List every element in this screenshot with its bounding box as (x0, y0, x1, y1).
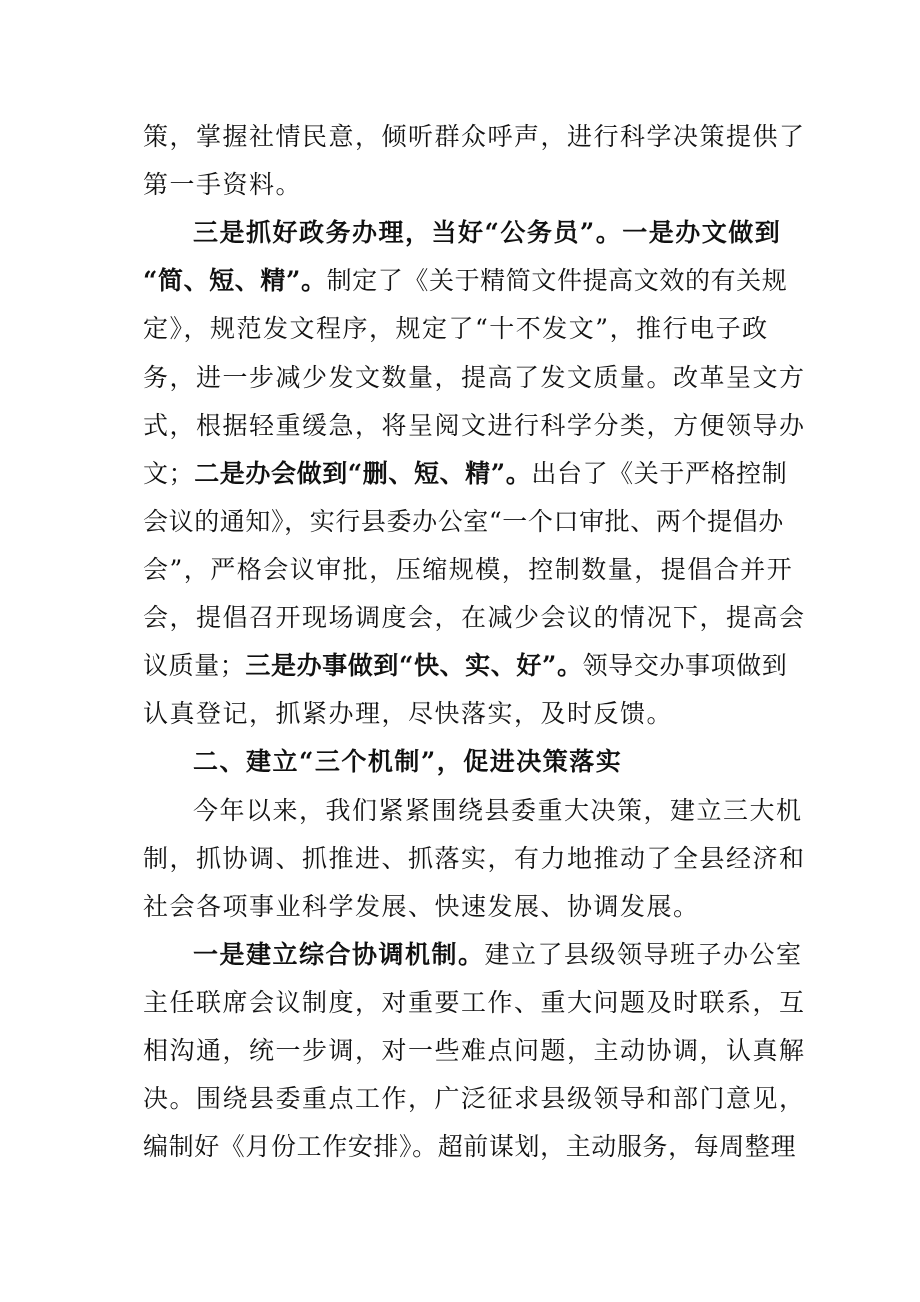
body-text: 会”，严格会议审批，压缩规模，控制数量，提倡合并开 (143, 555, 794, 584)
body-text: 建立了县级领导班子办公室 (484, 940, 803, 969)
body-text: 今年以来，我们紧紧围绕县委重大决策，建立三大机 (193, 796, 803, 825)
paragraph-line (143, 261, 787, 301)
body-text: 议质量； (143, 651, 246, 680)
body-text: 制定了《关于精简文件提高文效的有关规 (326, 266, 788, 295)
paragraph-line (143, 454, 787, 494)
paragraph-line (143, 646, 787, 686)
bold-phrase: “简、短、精”。 (143, 266, 327, 295)
body-text: 编制好《月份工作安排》。超前谋划，主动服务，每周整理 (143, 1132, 797, 1161)
paragraph-line (143, 983, 806, 1023)
paragraph-line (143, 1079, 806, 1119)
body-text: 会，提倡召开现场调度会，在减少会议的情况下，提高会 (143, 603, 806, 632)
body-text: 社会各项事业科学发展、快速发展、协调发展。 (143, 892, 700, 921)
bold-phrase: 三是办事做到“快、实、好”。 (245, 651, 583, 680)
body-text: 决。围绕县委重点工作，广泛征求县级领导和部门意见， (143, 1084, 806, 1113)
chapter-heading-text: 二、建立“三个机制”，促进决策落实 (193, 747, 623, 776)
body-text: 认真登记，抓紧办理，尽快落实，及时反馈。 (143, 699, 674, 728)
body-text: 第一手资料。 (143, 170, 303, 199)
body-text: 制，抓协调、抓推进、抓落实，有力地推动了全县经济和 (143, 844, 806, 873)
body-text: 文； (143, 459, 195, 488)
chapter-heading-line (193, 742, 622, 782)
paragraph-line (193, 935, 803, 975)
body-text: 相沟通，统一步调，对一些难点问题，主动协调，认真解 (143, 1036, 806, 1065)
paragraph-line (143, 406, 806, 446)
paragraph-line (193, 791, 803, 831)
body-text: 式，根据轻重缓急，将呈阅文进行科学分类，方便领导办 (143, 411, 806, 440)
paragraph-line (143, 165, 302, 205)
bold-heading-text: 三是抓好政务办理，当好“公务员”。一是办文做到 (193, 218, 782, 247)
paragraph-line (143, 887, 700, 927)
paragraph-line (143, 1031, 806, 1071)
paragraph-line (143, 694, 673, 734)
paragraph-line (143, 550, 793, 590)
paragraph-line (143, 358, 806, 398)
body-text: 领导交办事项做到 (582, 651, 788, 680)
body-text: 会议的通知》，实行县委办公室“一个口审批、两个提倡办 (143, 507, 784, 536)
paragraph-line (143, 1127, 796, 1167)
bold-phrase: 一是建立综合协调机制。 (193, 940, 485, 969)
paragraph-line (143, 502, 784, 542)
section-heading-line (193, 213, 781, 253)
body-text: 策，掌握社情民意，倾听群众呼声，进行科学决策提供了 (143, 122, 806, 151)
paragraph-line (143, 117, 806, 157)
paragraph-line (143, 309, 769, 349)
bold-phrase: 二是办会做到“删、短、精”。 (194, 459, 532, 488)
body-text: 定》，规范发文程序，规定了“十不发文”，推行电子政 (143, 314, 769, 343)
paragraph-line (143, 598, 806, 638)
paragraph-line (143, 839, 806, 879)
body-text: 务，进一步减少发文数量，提高了发文质量。改革呈文方 (143, 363, 806, 392)
body-text: 主任联席会议制度，对重要工作、重大问题及时联系，互 (143, 988, 806, 1017)
body-text: 出台了《关于严格控制 (531, 459, 788, 488)
